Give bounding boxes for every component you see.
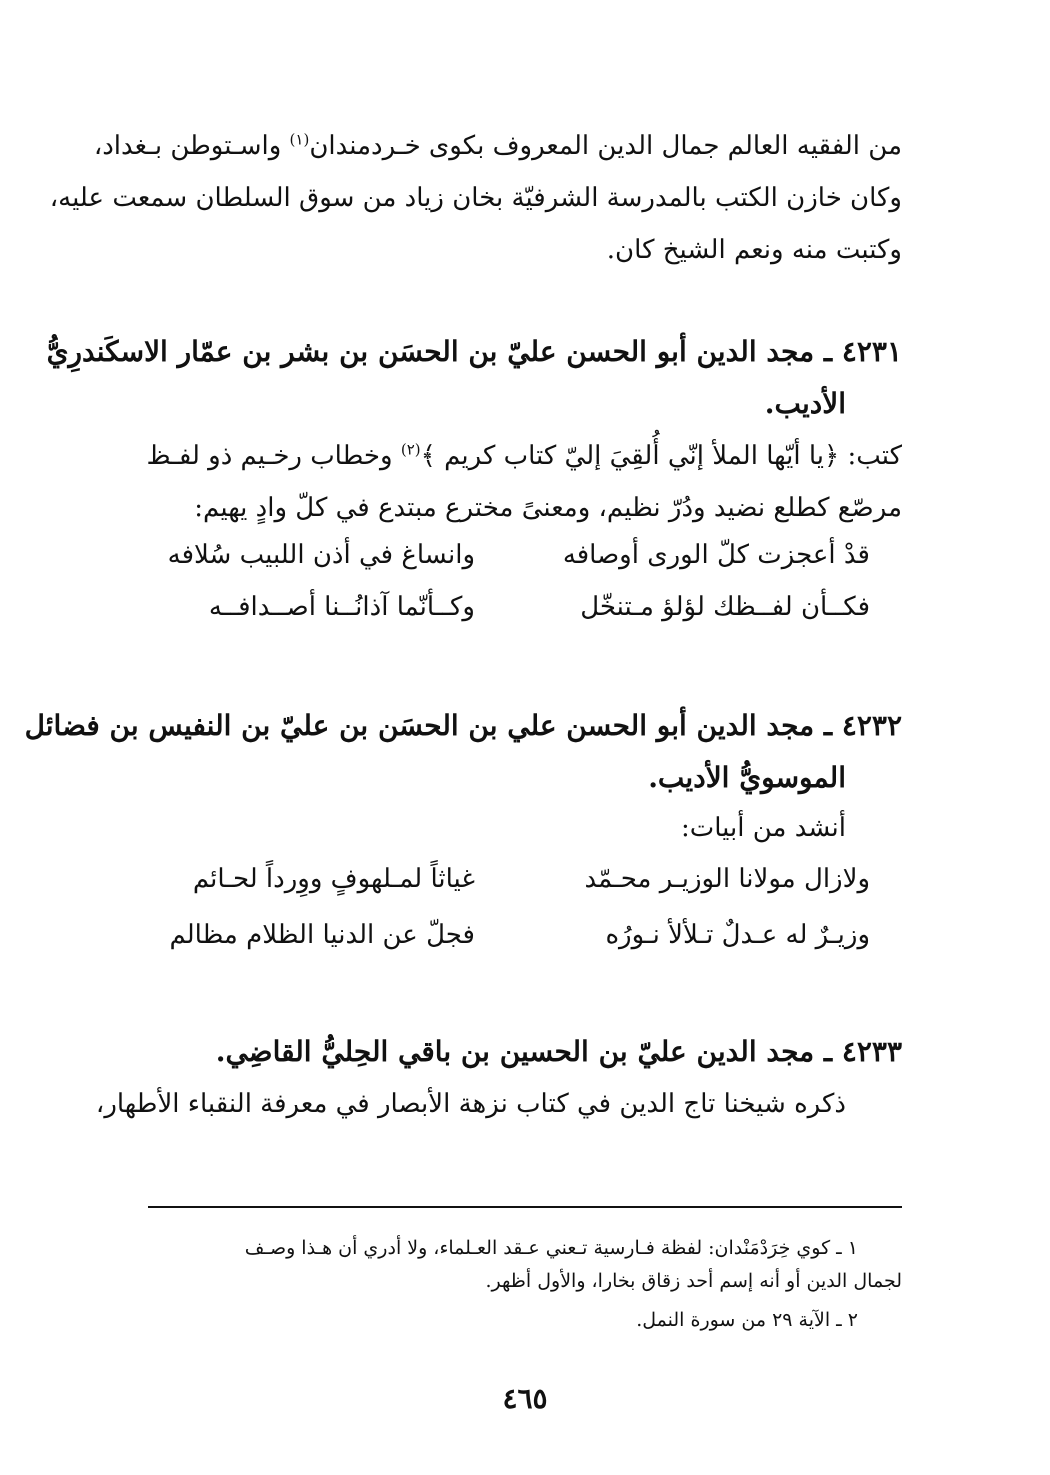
entry-4232-intro-line: أنشد من أبيات:	[680, 813, 846, 843]
entry-4233-body	[95, 1078, 902, 1130]
entry-4231-heading	[46, 326, 902, 430]
entry-4233-heading-line: ٤٢٣٣ ـ مجد الدين عليّ بن الحسين بن باقي الحِليُّ القاضِي.	[215, 1035, 902, 1068]
entry-4232-intro	[148, 802, 902, 854]
entry-4232-heading-line-1: ٤٢٣٢ ـ مجد الدين أبو الحسن علي بن الحسَن بن عليّ بن النفيس بن فضائل	[24, 709, 902, 742]
entry-number: ٤٢٣١	[841, 335, 902, 368]
entry-4231-body-line-2: مرصّع كطلع نضيد ودُرّ نظيم، ومعنىً مخترع مبتدع في كلّ وادٍ يهيم:	[194, 493, 902, 523]
verse-3-first-hemistich: ولازال مولانا الوزيـر محـمّد	[584, 864, 870, 894]
entry-4231-body-line-1: كتب: ﴿يا أيّها الملأ إنّي أُلقِيَ إليّ كتاب كريم ﴾$^{(٢)}$ وخطاب رخـيم ذو لفـظ	[146, 440, 902, 471]
footnotes	[148, 1232, 902, 1337]
footnote-divider	[148, 1206, 902, 1208]
verse-4-second-hemistich: فجلّ عن الدنيا الظلام مظالم	[169, 920, 475, 950]
intro-paragraph	[49, 120, 902, 276]
footnote-1-line-2: لجمال الدين أو أنه إسم أحد زقاق بخارا، والأول أظهر.	[485, 1270, 902, 1292]
entry-4233-heading	[148, 1026, 902, 1078]
entry-4231-body	[148, 430, 902, 534]
verse-4-first-hemistich: وزيـرٌ له عـدلٌ تـلألأ نـورُه	[605, 920, 870, 950]
page-number: ٤٦٥	[502, 1382, 548, 1415]
entry-4232-heading	[24, 700, 902, 804]
entry-number: ٤٢٣٢	[841, 709, 902, 742]
verse-1-first-hemistich: قدْ أعجزت كلّ الورى أوصافه	[562, 540, 870, 570]
verse-2-first-hemistich: فكــأن لفــظك لؤلؤ مـتنخّل	[580, 592, 870, 622]
verse-1-second-hemistich: وانساغ في أذن اللبيب سُلافه	[167, 540, 475, 570]
entry-4231-heading-line-1: ٤٢٣١ ـ مجد الدين أبو الحسن عليّ بن الحسَن بن بشر بن عمّار الاسكَندرِيُّ	[46, 335, 902, 368]
footnote-1-line-1: ١ ـ كوي خِرَدْمَنْدان: لفظة فـارسية تـعني عـقد العـلماء، ولا أدري أن هـذا وصـف	[244, 1237, 858, 1259]
entry-4232-heading-line-2: الموسويُّ الأديب.	[648, 761, 846, 794]
verse-3-second-hemistich: غياثاً لمـلهوفٍ ووِرداً لحـائم	[192, 864, 475, 894]
intro-line-2: وكان خازن الكتب بالمدرسة الشرفيّة بخان زياد من سوق السلطان سمعت عليه،	[49, 183, 902, 213]
footnote-ref-2: (٢)	[400, 440, 421, 459]
intro-line-1: من الفقيه العالم جمال الدين المعروف بكوى خـردمندان$^{(١)}$ واسـتوطن بـغداد،	[93, 130, 902, 161]
intro-line-3: وكتبت منه ونعم الشيخ كان.	[606, 235, 902, 265]
entry-number: ٤٢٣٣	[841, 1035, 902, 1068]
verse-2-second-hemistich: وكــأنّما آذانُــنا أصــدافــه	[208, 592, 475, 622]
footnote-ref-1: (١)	[289, 130, 310, 149]
entry-4233-body-line: ذكره شيخنا تاج الدين في كتاب نزهة الأبصار في معرفة النقباء الأطهار،	[95, 1089, 846, 1119]
entry-4231-heading-line-2: الأديب.	[764, 387, 846, 420]
footnote-2: ٢ ـ الآية ٢٩ من سورة النمل.	[636, 1309, 858, 1331]
